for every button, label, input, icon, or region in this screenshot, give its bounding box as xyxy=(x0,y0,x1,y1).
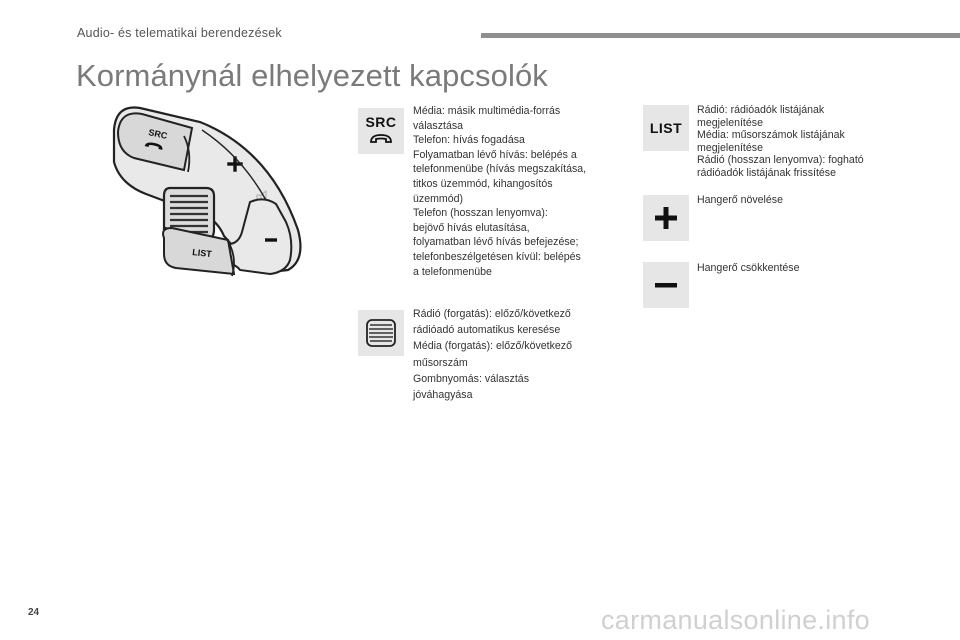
wheel-description-line: jóváhagyása xyxy=(413,389,473,402)
wheel-description-line: műsorszám xyxy=(413,356,468,369)
src-description-line: a telefonmenübe xyxy=(413,265,492,278)
src-description-line: Telefon (hosszan lenyomva): xyxy=(413,207,548,220)
src-rocker-label: SRC xyxy=(147,127,169,141)
minus-icon xyxy=(654,273,678,297)
wheel-description-line: Média (forgatás): előző/következő xyxy=(413,340,572,353)
list-description xyxy=(697,104,864,180)
thumbwheel-button-icon xyxy=(358,310,404,356)
plus-icon xyxy=(654,206,678,230)
src-description-line: Telefon: hívás fogadása xyxy=(413,134,525,147)
volume-up-description: Hangerő növelése xyxy=(697,194,783,206)
thumbwheel-icon xyxy=(366,319,396,347)
watermark: carmanualsonline.info xyxy=(601,605,870,635)
volume-up-button-icon xyxy=(643,195,689,241)
src-button-icon xyxy=(358,108,404,154)
src-description-line: bejövő hívás elutasítása, xyxy=(413,221,530,234)
volume-down-description: Hangerő csökkentése xyxy=(697,262,800,274)
list-description-line: megjelenítése xyxy=(697,116,763,129)
steering-controls-illustration xyxy=(100,100,320,290)
page-title: Kormánynál elhelyezett kapcsolók xyxy=(76,58,548,93)
list-rocker-label: LIST xyxy=(191,247,213,260)
src-description-line: Média: másik multimédia-forrás xyxy=(413,105,561,117)
list-description-line: megjelenítése xyxy=(697,141,763,154)
phone-handset-icon xyxy=(370,134,392,144)
src-description-line: választása xyxy=(413,119,464,132)
src-description-line: üzemmód) xyxy=(413,192,464,205)
header-rule xyxy=(481,33,960,38)
header-section-title: Audio- és telematikai berendezések xyxy=(77,26,282,40)
page-number: 24 xyxy=(28,607,40,618)
wheel-description xyxy=(413,306,572,403)
wheel-description-line: Gombnyomás: választás xyxy=(413,372,529,385)
src-description xyxy=(413,104,586,279)
list-description-line: Média: műsorszámok listájának xyxy=(697,129,845,142)
list-description-line: Rádió: rádióadók listájának xyxy=(697,104,825,116)
src-description-line: Folyamatban lévő hívás: belépés a xyxy=(413,148,577,161)
src-description-line: telefonmenübe (hívás megszakítása, xyxy=(413,163,587,176)
list-button-icon xyxy=(643,105,689,151)
wheel-description-line: Rádió (forgatás): előző/következő xyxy=(413,308,571,320)
src-icon-label: SRC xyxy=(365,114,397,130)
list-icon-label: LIST xyxy=(649,120,683,136)
src-description-line: telefonbeszélgetésen kívül: belépés xyxy=(413,250,581,263)
src-description-line: titkos üzemmód, kihangosítós xyxy=(413,177,553,190)
list-description-line: rádióadók listájának frissítése xyxy=(697,166,836,179)
src-description-line: folyamatban lévő hívás befejezése; xyxy=(413,236,579,249)
wheel-description-line: rádióadó automatikus keresése xyxy=(413,324,561,337)
list-description-line: Rádió (hosszan lenyomva): fogható xyxy=(697,154,864,167)
volume-down-button-icon xyxy=(643,262,689,308)
